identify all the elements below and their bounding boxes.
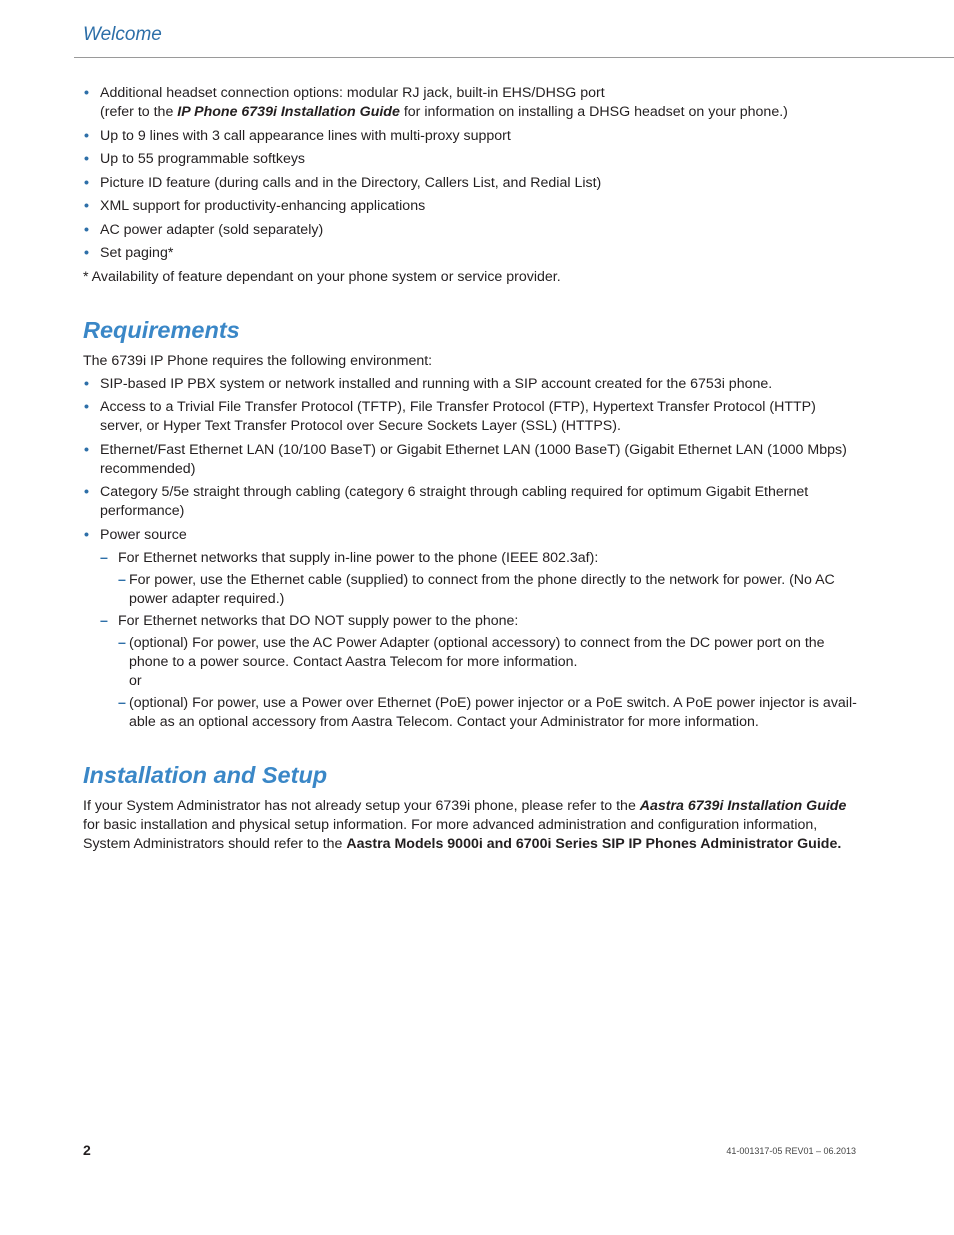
document-id: 41-001317-05 REV01 – 06.2013 — [726, 1146, 856, 1156]
list-item: • SIP-based IP PBX system or network installed and running with a SIP account created for the 6753i phone. — [84, 375, 773, 392]
dash-icon: – — [118, 694, 126, 711]
list-item: • AC power adapter (sold separately) — [84, 221, 324, 238]
feature-list — [83, 84, 858, 263]
installation-guide-reference: Aastra 6739i Installation Guide — [639, 797, 847, 814]
power-source-list — [100, 549, 858, 732]
list-item: • Up to 9 lines with 3 call appearance lines with multi-proxy support — [84, 127, 511, 144]
page-content — [83, 84, 858, 858]
bullet-icon: • — [84, 375, 89, 392]
or-separator: or — [129, 672, 142, 689]
no-power-options — [118, 634, 858, 732]
bullet-icon: • — [84, 127, 89, 144]
installation-heading: Installation and Setup — [83, 761, 328, 788]
bullet-icon: • — [84, 151, 89, 167]
list-item: • XML support for productivity-enhancing applications — [84, 198, 426, 214]
list-item: • Up to 55 programmable softkeys — [84, 151, 306, 167]
list-item: – (optional) For power, use a Power over Ethernet (PoE) power injector or a PoE switch. A PoE power injector is avail-able as an optional accessory from Aastra Telecom. Contact your Administrator for more information. — [118, 694, 857, 730]
bullet-icon: • — [84, 198, 89, 214]
header-divider — [74, 57, 954, 58]
list-item: • Set paging* — [84, 245, 174, 261]
admin-guide-reference: Aastra Models 9000i and 6700i Series SIP IP Phones Administrator Guide. — [346, 835, 842, 852]
requirements-intro: The 6739i IP Phone requires the following environment: — [83, 352, 433, 369]
guide-reference: IP Phone 6739i Installation Guide — [177, 104, 400, 120]
dash-icon: – — [118, 571, 126, 588]
bullet-icon: • — [84, 399, 89, 415]
list-item: – For power, use the Ethernet cable (supplied) to connect from the phone directly to the network for power. (No AC power adapter required.) — [118, 571, 835, 607]
inline-power-options — [118, 571, 858, 609]
installation-paragraph: If your System Administrator has not already setup your 6739i phone, please refer to the Aastra 6739i Installation Guide for basic installation and physical setup information. For more advanced administration and configuration information, System Administrators should refer to the Aastra Models 9000i and 6700i Series SIP IP Phones Administrator Guide. — [83, 797, 847, 852]
requirements-heading: Requirements — [83, 316, 240, 343]
dash-icon: – — [118, 634, 126, 651]
bullet-icon: • — [84, 526, 89, 543]
list-item: • Power source – For Ethernet networks that supply in-line power to the phone (IEEE 802.3af): – For power, use the Ethernet cable (supplied) to connect from the phone directly to the network for power. (No AC power adapter required.) – For Ethernet networks that DO NOT supply power to the phone: – (optional) For power, use the AC Power Adapter (optional accessory) to connect from the DC power port on the phone to a power source. Contact Aastra Telecom for more information. or – (optional) For power, use a Power over Ethernet (PoE) power injector or a PoE switch. A PoE power injector is avail-able as an optional accessory from Aastra Telecom. Contact your Administrator for more information. — [84, 526, 857, 730]
dash-icon: – — [100, 612, 108, 629]
page-number: 2 — [83, 1142, 91, 1158]
dash-icon: – — [100, 549, 108, 566]
list-item: • Additional headset connection options: modular RJ jack, built-in EHS/DHSG port (refer to the IP Phone 6739i Installation Guide for information on installing a DHSG headset on your phone.) — [84, 85, 788, 120]
list-item: • Ethernet/Fast Ethernet LAN (10/100 BaseT) or Gigabit Ethernet LAN (1000 BaseT) (Gigabit Ethernet LAN (1000 Mbps) recommended) — [84, 441, 847, 477]
list-item: – For Ethernet networks that supply in-line power to the phone (IEEE 802.3af): – For power, use the Ethernet cable (supplied) to connect from the phone directly to the network for power. (No AC power adapter required.) — [100, 549, 858, 609]
list-item: – For Ethernet networks that DO NOT supply power to the phone: – (optional) For power, use the AC Power Adapter (optional accessory) to connect from the DC power port on the phone to a power source. Contact Aastra Telecom for more information. or – (optional) For power, use a Power over Ethernet (PoE) power injector or a PoE switch. A PoE power injector is avail-able as an optional accessory from Aastra Telecom. Contact your Administrator for more information. — [100, 612, 857, 730]
running-header: Welcome — [83, 24, 162, 45]
list-item: – (optional) For power, use the AC Power Adapter (optional accessory) to connect from the DC power port on the phone to a power source. Contact Aastra Telecom for more information. or — [118, 634, 825, 689]
bullet-icon: • — [84, 484, 89, 500]
bullet-icon: • — [84, 221, 89, 238]
list-item: • Category 5/5e straight through cabling (category 6 straight through cabling required for optimum Gigabit Ethernet performance) — [84, 484, 809, 519]
list-item: • Access to a Trivial File Transfer Protocol (TFTP), File Transfer Protocol (FTP), Hypertext Transfer Protocol (HTTP) server, or Hyper Text Transfer Protocol over Secure Sockets Layer (SSL) (HTTPS). — [84, 399, 816, 434]
bullet-icon: • — [84, 85, 89, 101]
footnote: * Availability of feature dependant on your phone system or service provider. — [83, 268, 561, 285]
bullet-icon: • — [84, 441, 89, 458]
requirements-list — [83, 375, 858, 732]
list-item: • Picture ID feature (during calls and in the Directory, Callers List, and Redial List) — [84, 174, 602, 191]
bullet-icon: • — [84, 245, 89, 261]
bullet-icon: • — [84, 174, 89, 191]
